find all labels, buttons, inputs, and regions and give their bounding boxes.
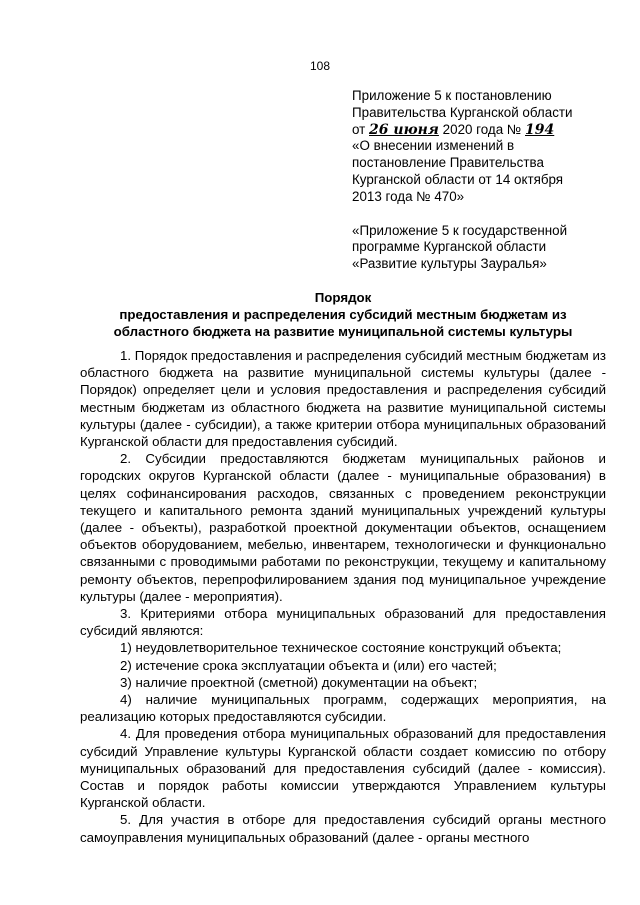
title-line: областного бюджета на развитие муниципальной системы культуры [113,324,573,339]
appendix-line: Правительства Курганской области [352,104,573,120]
page-number: 108 [309,59,331,73]
paragraph: 2. Субсидии предоставляются бюджетам муниципальных районов и городских округов Курганской области (далее - муниципальные образования) в целях софинансирования расходов, связанных с проведением реконструкции текущего и капитального ремонта зданий муниципальных учреждений культуры (далее - объекты), разработкой проектной документации объектов, оснащением объектов оборудованием, мебелью, инвентарем, технологически и функционально связанными с проводимыми работами по реконструкции, текущему и капитальному ремонту объектов, перепрофилированием здания под муниципальное учреждение культуры (далее - мероприятия). [80,451,606,604]
appendix-line: Курганской области от 14 октября [352,171,564,187]
appendix-line: постановление Правительства [352,155,544,171]
list-item: 2) истечение срока эксплуатации объекта и (или) его частей; [120,657,497,673]
handwritten-number: 194 [525,121,555,138]
date-year: 2020 года № [442,121,522,137]
appendix-line: программе Курганской области [352,239,547,255]
paragraph: 5. Для участия в отборе для предоставления субсидий органы местного самоуправления муниципальных образований (далее - органы местного [80,812,606,845]
title-line: Порядок [314,290,372,305]
document-body [80,347,606,846]
paragraph: 3. Критериями отбора муниципальных образований для предоставления субсидий являются: [80,606,606,639]
paragraph: 1. Порядок предоставления и распределения субсидий местным бюджетам из областного бюджета на развитие муниципальной системы культуры (далее - Порядок) определяет цели и условия предоставления и распределения субсидий местным бюджетам из областного бюджета на развитие муниципальной системы культуры (далее - субсидии), а также критерии отбора муниципальных образований Курганской области для предоставления субсидий. [80,348,606,450]
appendix-date-line [352,122,612,139]
document-title [80,289,606,340]
appendix-line: 2013 года № 470» [352,188,465,204]
list-item: 1) неудовлетворительное техническое состояние конструкций объекта; [120,640,562,656]
appendix-line: Приложение 5 к постановлению [352,88,552,103]
list-item: 3) наличие проектной (сметной) документации на объект; [120,674,478,690]
date-prefix: от [352,121,366,137]
handwritten-date: 26 июня [369,121,439,138]
appendix-line: «О внесении изменений в [352,138,515,154]
paragraph: 4. Для проведения отбора муниципальных образований для предоставления субсидий Управление культуры Курганской области создает комиссию по отбору муниципальных образований для предоставления субсидий (далее - комиссия). Состав и порядок работы комиссии утверждаются Управлением культуры Курганской области. [80,726,606,811]
appendix-header [352,88,612,273]
list-item: 4) наличие муниципальных программ, содержащих мероприятия, на реализацию которых предоставляются субсидии. [80,692,606,725]
appendix-line: «Приложение 5 к государственной [352,222,568,238]
appendix-line: «Развитие культуры Зауралья» [352,256,547,272]
title-line: предоставления и распределения субсидий местным бюджетам из [119,307,567,322]
